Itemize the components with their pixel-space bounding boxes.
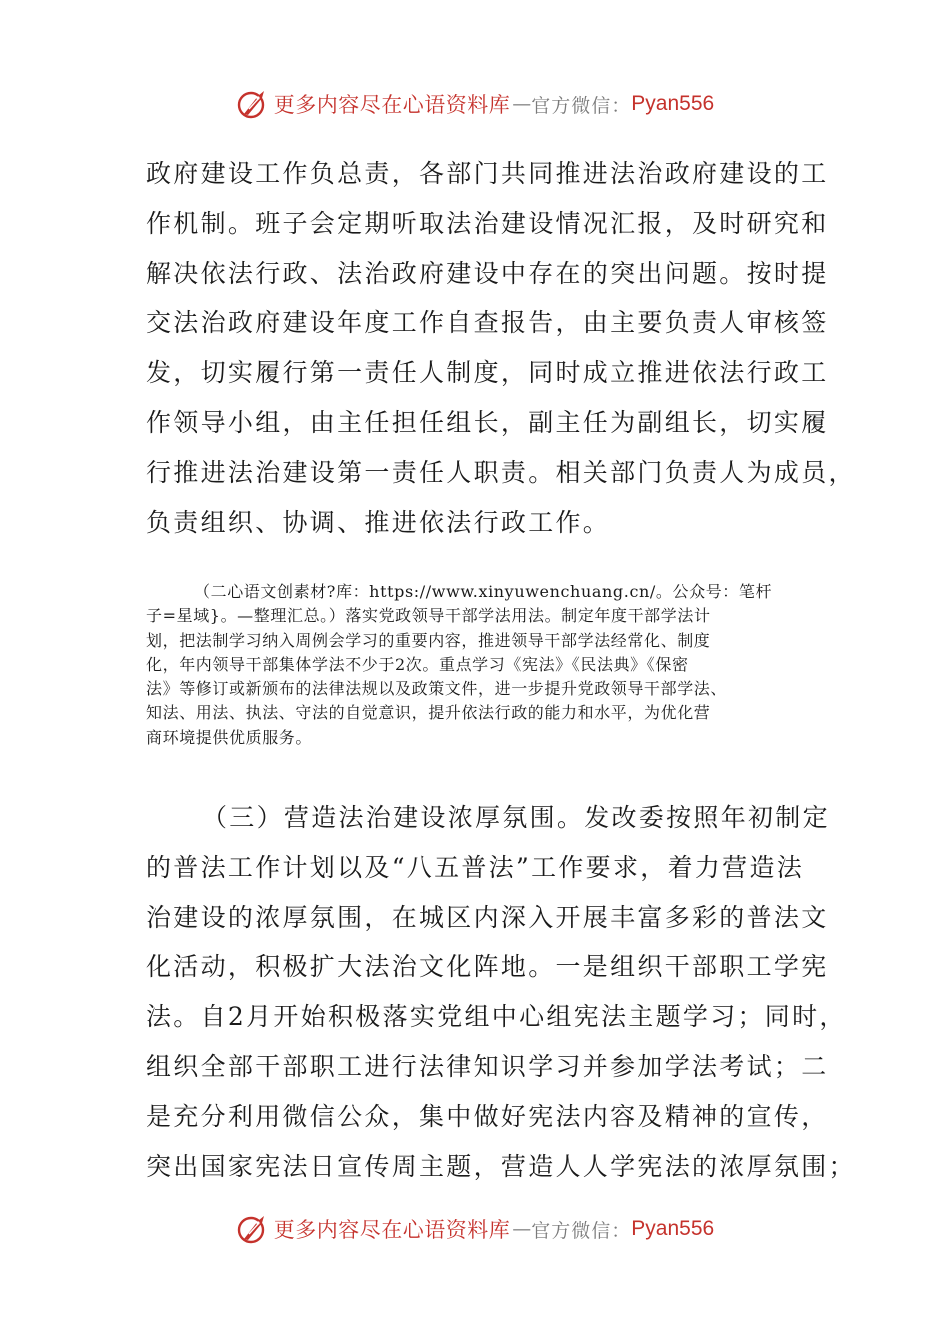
banner-account-id: Pyan556 <box>631 1217 715 1240</box>
paragraph-line: 解决依法行政、法治政府建设中存在的突出问题。按时提 <box>146 258 829 288</box>
paragraph-line: 发，切实履行第一责任人制度，同时成立推进依法行政工 <box>146 358 829 388</box>
banner-separator: — <box>512 1218 532 1240</box>
note-line: 法》等修订或新颁布的法律法规以及政策文件，进一步提升党政领导干部学法、 <box>146 679 728 699</box>
banner-separator: — <box>512 93 532 115</box>
paragraph-line: 交法治政府建设年度工作自查报告，由主要负责人审核签 <box>146 308 829 338</box>
paragraph-line: 作领导小组，由主任担任组长，副主任为副组长，切实履 <box>146 407 829 437</box>
paragraph-line: 组织全部干部职工进行法律知识学习并参加学法考试；二 <box>146 1051 829 1081</box>
note-line: 知法、用法、执法、守法的自觉意识，提升依法行政的能力和水平，为优化营 <box>146 703 711 723</box>
note-line: 划，把法制学习纳入周例会学习的重要内容，推进领导干部学法经常化、制度 <box>146 630 711 650</box>
paragraph-line: 的普法工作计划以及“八五普法”工作要求，着力营造法 <box>146 852 805 882</box>
note-line: 商环境提供优质服务。 <box>146 727 313 747</box>
paragraph-line: 作机制。班子会定期听取法治建设情况汇报，及时研究和 <box>146 208 829 238</box>
paragraph-line: （三）营造法治建设浓厚氛围。发改委按照年初制定 <box>202 803 830 832</box>
note-line: 子=星域}。—整理汇总。）落实党政领导干部学法用法。制定年度干部学法计 <box>146 606 711 626</box>
body-paragraph-1 <box>146 149 856 547</box>
pen-nib-logo-icon <box>236 1212 270 1246</box>
banner-official-label: 官方微信： <box>531 1219 632 1242</box>
paragraph-line: 法。自2月开始积极落实党组中心组宪法主题学习；同时， <box>146 1002 847 1032</box>
banner-official-label: 官方微信： <box>531 94 632 117</box>
paragraph-line: 是充分利用微信公众，集中做好宪法内容及精神的宣传， <box>146 1101 829 1131</box>
paragraph-line: 突出国家宪法日宣传周主题，营造人人学宪法的浓厚氛围； <box>146 1151 856 1181</box>
note-line: 化，年内领导干部集体学法不少于2次。重点学习《宪法》《民法典》《保密 <box>146 654 689 674</box>
note-line: （二心语文创素材?库：https://www.xinyuwenchuang.cn/。公众号：笔杆 <box>194 582 773 601</box>
paragraph-line: 负责组织、协调、推进依法行政工作。 <box>146 507 611 537</box>
banner-brand-text: 更多内容尽在心语资料库 <box>273 93 511 117</box>
footer-banner <box>0 1207 950 1251</box>
paragraph-line: 治建设的浓厚氛围，在城区内深入开展丰富多彩的普法文 <box>146 902 829 932</box>
note-paragraph <box>146 580 810 750</box>
header-banner <box>0 82 950 126</box>
banner-account-id: Pyan556 <box>631 92 715 115</box>
paragraph-line: 政府建设工作负总责，各部门共同推进法治政府建设的工 <box>146 159 829 188</box>
pen-nib-logo-icon <box>236 87 270 121</box>
paragraph-line: 化活动，积极扩大法治文化阵地。一是组织干部职工学宪 <box>146 952 829 982</box>
banner-brand-text: 更多内容尽在心语资料库 <box>273 1218 511 1242</box>
paragraph-line: 行推进法治建设第一责任人职责。相关部门负责人为成员， <box>146 457 856 487</box>
body-paragraph-3 <box>146 793 856 1191</box>
